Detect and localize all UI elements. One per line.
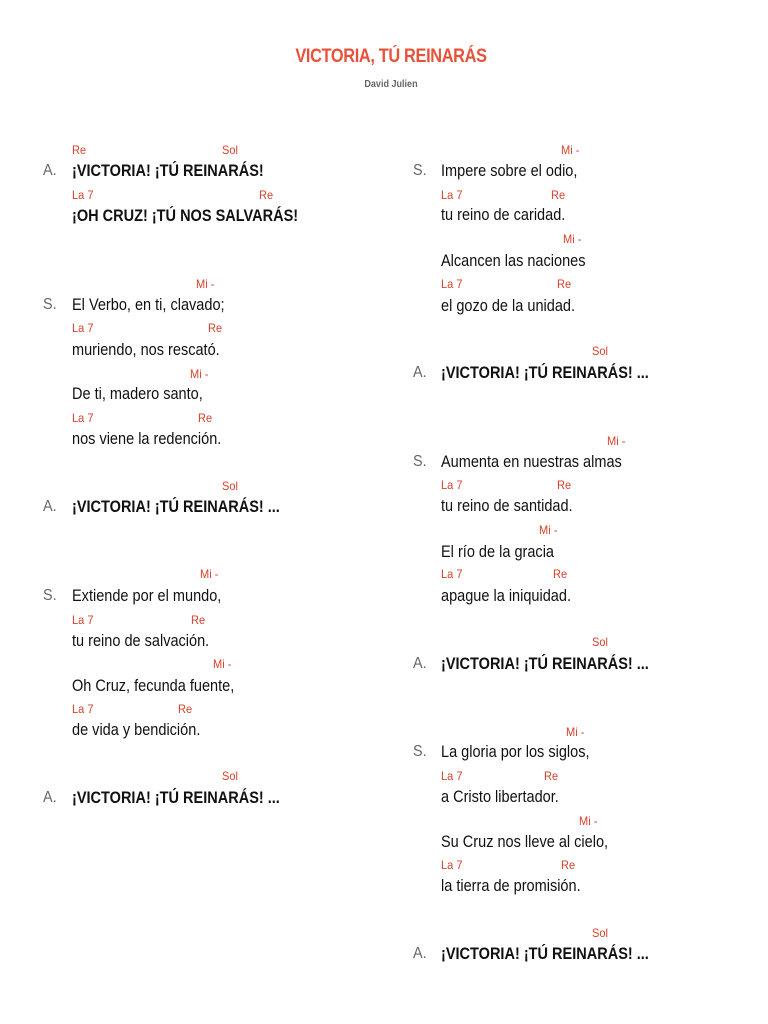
chord: Re [544, 769, 559, 783]
part-marker: A. [43, 162, 57, 179]
chord: Re [557, 478, 572, 492]
part-marker: S. [413, 453, 427, 470]
chord: Re [191, 613, 206, 627]
part-marker: S. [43, 296, 57, 313]
chord: La 7 [72, 613, 94, 627]
refrain-line: ¡VICTORIA! ¡TÚ REINARÁS! [72, 162, 264, 180]
part-marker: S. [413, 162, 427, 179]
verse-line: El río de la gracia [441, 543, 554, 561]
verse-line: Aumenta en nuestras almas [441, 453, 622, 471]
verse-line: el gozo de la unidad. [441, 297, 576, 315]
verse-line: De ti, madero santo, [72, 385, 203, 403]
chord: Mi - [196, 277, 215, 291]
verse-line: tu reino de caridad. [441, 206, 566, 224]
chord: Mi - [539, 523, 558, 537]
chord: La 7 [72, 188, 94, 202]
chord: Mi - [579, 814, 598, 828]
verse-line: Oh Cruz, fecunda fuente, [72, 677, 235, 695]
verse-line: nos viene la redención. [72, 430, 222, 448]
chord: Re [208, 321, 223, 335]
chord: La 7 [441, 478, 463, 492]
verse-line: tu reino de santidad. [441, 497, 573, 515]
refrain-line: ¡VICTORIA! ¡TÚ REINARÁS! ... [441, 945, 649, 963]
chord: Re [551, 188, 566, 202]
verse-line: Impere sobre el odio, [441, 162, 578, 180]
part-marker: A. [413, 655, 427, 672]
chord: La 7 [441, 858, 463, 872]
refrain-line: ¡VICTORIA! ¡TÚ REINARÁS! ... [441, 655, 649, 673]
chord: Sol [222, 769, 238, 783]
chord: Mi - [563, 232, 582, 246]
verse-line: Su Cruz nos lleve al cielo, [441, 833, 609, 851]
chord: Sol [592, 635, 608, 649]
chord: La 7 [441, 188, 463, 202]
verse-line: apague la iniquidad. [441, 587, 571, 605]
verse-line: El Verbo, en ti, clavado; [72, 296, 225, 314]
refrain-line: ¡VICTORIA! ¡TÚ REINARÁS! ... [72, 789, 280, 807]
verse-line: tu reino de salvación. [72, 632, 210, 650]
verse-line: Extiende por el mundo, [72, 587, 222, 605]
chord: La 7 [72, 702, 94, 716]
chord: Re [557, 277, 572, 291]
part-marker: S. [43, 587, 57, 604]
chord: Re [178, 702, 193, 716]
chord: Re [553, 567, 568, 581]
refrain-line: ¡VICTORIA! ¡TÚ REINARÁS! ... [72, 498, 280, 516]
chord: Re [198, 411, 213, 425]
chord: Re [72, 143, 87, 157]
chord: La 7 [72, 321, 94, 335]
verse-line: muriendo, nos rescató. [72, 341, 220, 359]
song-title: VICTORIA, TÚ REINARÁS [295, 46, 487, 67]
part-marker: A. [413, 945, 427, 962]
verse-line: Alcancen las naciones [441, 252, 586, 270]
refrain-line: ¡OH CRUZ! ¡TÚ NOS SALVARÁS! [72, 207, 299, 225]
part-marker: A. [43, 498, 57, 515]
refrain-line: ¡VICTORIA! ¡TÚ REINARÁS! ... [441, 364, 649, 382]
chord: La 7 [441, 769, 463, 783]
part-marker: A. [413, 364, 427, 381]
chord: Mi - [200, 567, 219, 581]
chord: Sol [592, 344, 608, 358]
verse-line: La gloria por los siglos, [441, 743, 590, 761]
verse-line: la tierra de promisión. [441, 877, 581, 895]
verse-line: de vida y bendición. [72, 721, 201, 739]
chord: Sol [592, 926, 608, 940]
chord: La 7 [72, 411, 94, 425]
chord: Re [561, 858, 576, 872]
chord: Mi - [566, 725, 585, 739]
part-marker: A. [43, 789, 57, 806]
part-marker: S. [413, 743, 427, 760]
chord: Sol [222, 143, 238, 157]
chord: La 7 [441, 277, 463, 291]
chord: Mi - [607, 434, 626, 448]
chord: Mi - [561, 143, 580, 157]
chord: Mi - [190, 367, 209, 381]
chord: Mi - [213, 657, 232, 671]
song-author: David Julien [364, 78, 418, 90]
chord: Re [259, 188, 274, 202]
verse-line: a Cristo libertador. [441, 788, 559, 806]
chord: Sol [222, 479, 238, 493]
chord: La 7 [441, 567, 463, 581]
